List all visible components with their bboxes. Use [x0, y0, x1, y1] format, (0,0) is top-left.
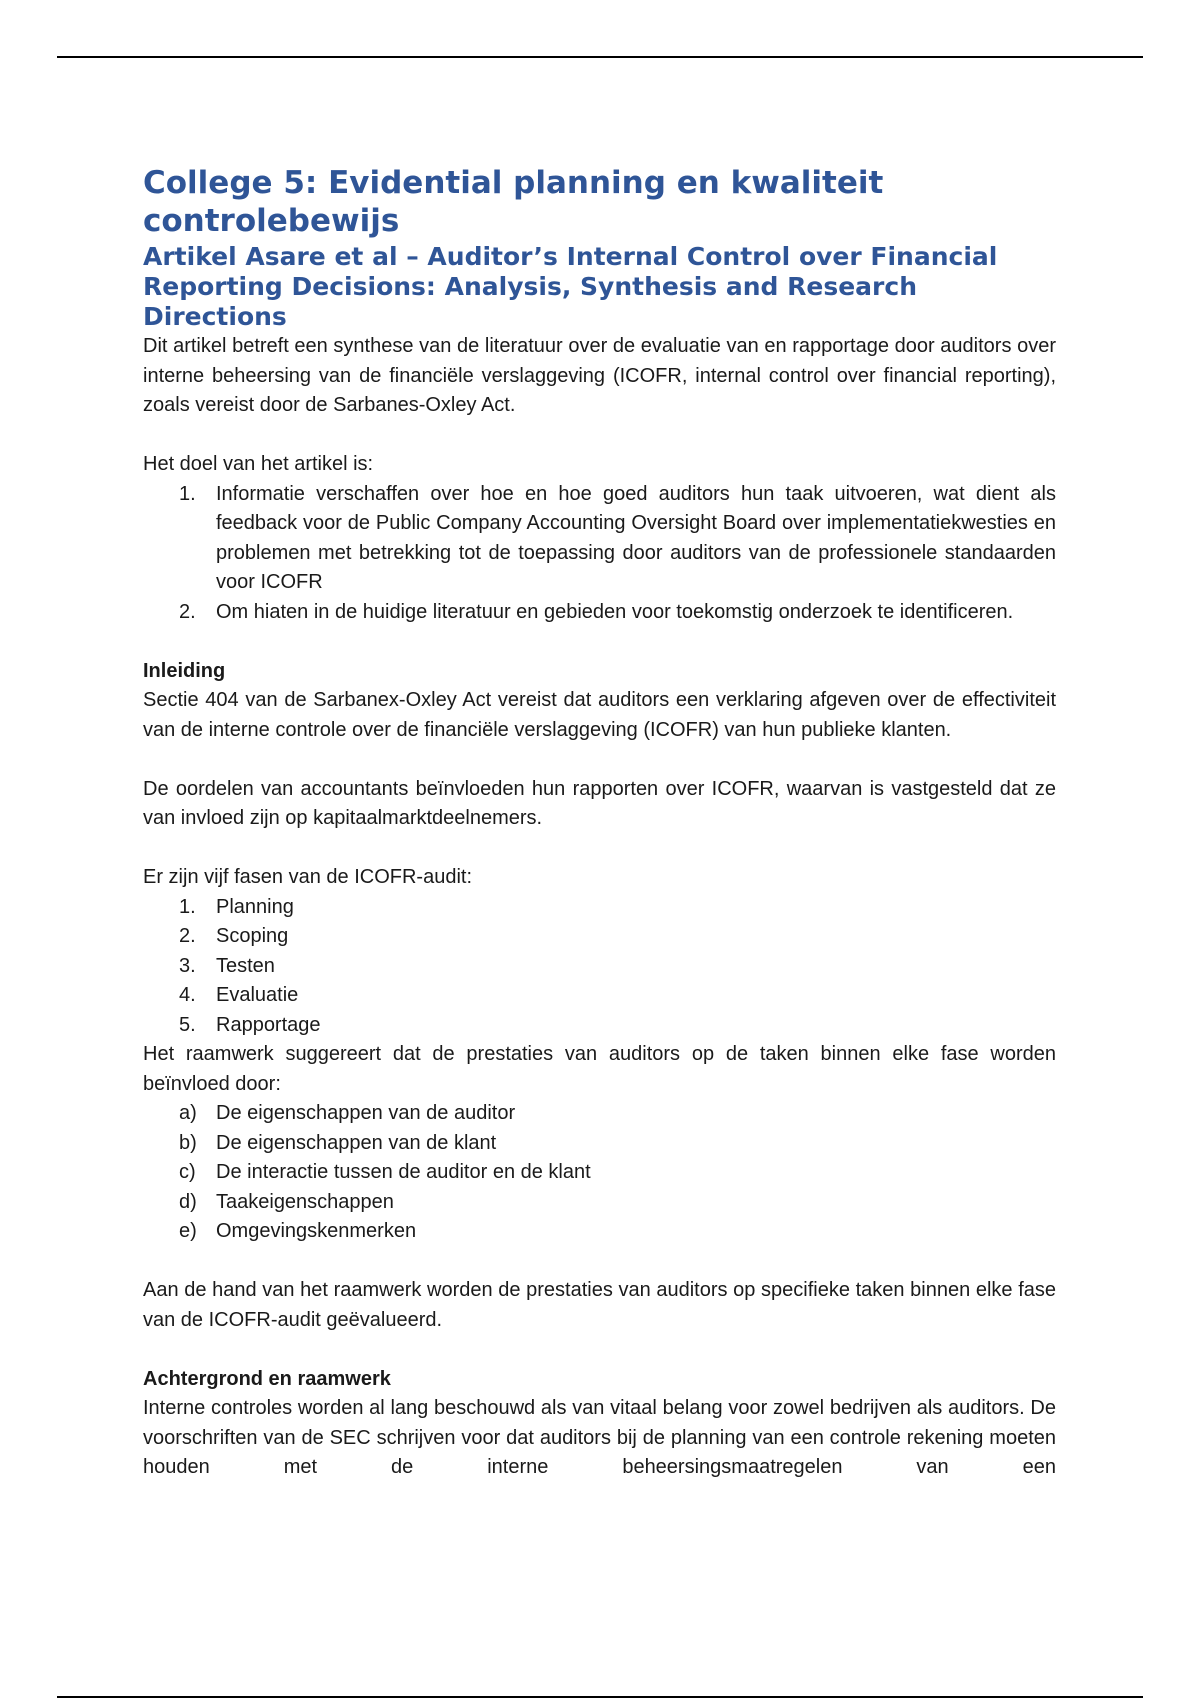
goals-list [143, 480, 1056, 628]
list-item: a) De eigenschappen van de auditor [179, 1102, 516, 1124]
list-item: e) Omgevingskenmerken [179, 1220, 417, 1242]
intro-paragraph: Dit artikel betreft een synthese van de literatuur over de evaluatie van en rapportage door auditors over interne beheersing van de financiële verslaggeving (ICOFR, internal control over financial reporting), zoals vereist door de Sarbanes-Oxley Act. [143, 335, 1056, 416]
document-title: College 5: Evidential planning en kwaliteit controlebewijs [143, 165, 884, 239]
section-heading-achtergrond: Achtergrond en raamwerk [143, 1367, 391, 1390]
goal-intro: Het doel van het artikel is: [143, 453, 374, 475]
inleiding-paragraph-1: Sectie 404 van de Sarbanex-Oxley Act vereist dat auditors een verklaring afgeven over de effectiviteit van de interne controle over de financiële verslaggeving (ICOFR) van hun publieke klanten. [143, 689, 1056, 741]
framework-intro: Het raamwerk suggereert dat de prestaties van auditors op de taken binnen elke fase worden beïnvloed door: [143, 1043, 1056, 1095]
document-page [143, 164, 1056, 1483]
list-item: b) De eigenschappen van de klant [179, 1131, 497, 1154]
list-item: 1. Informatie verschaffen over hoe en hoe goed auditors hun taak uitvoeren, wat dient als feedback voor de Public Company Accounting Oversight Board over implementatiekwesties en problemen met betrekking tot de toepassing door auditors van de professionele standaarden voor ICOFR [179, 482, 1056, 593]
factors-list [143, 1099, 1056, 1247]
list-item: 3. Testen [179, 954, 275, 977]
list-item: 4. Evaluatie [179, 984, 299, 1006]
spacer [143, 421, 1056, 451]
spacer [143, 1247, 1056, 1277]
phases-intro: Er zijn vijf fasen van de ICOFR-audit: [143, 866, 473, 888]
spacer [143, 1335, 1056, 1365]
achtergrond-paragraph-1: Interne controles worden al lang beschouwd als van vitaal belang voor zowel bedrijven als auditors. De voorschriften van de SEC schrijven voor dat auditors bij de planning van een controle rekening moeten houden met de interne beheersingsmaatregelen van een [143, 1397, 1056, 1478]
framework-conclusion: Aan de hand van het raamwerk worden de prestaties van auditors op specifieke taken binnen elke fase van de ICOFR-audit geëvalueerd. [143, 1279, 1056, 1331]
list-item: 2. Om hiaten in de huidige literatuur en gebieden voor toekomstig onderzoek te identificeren. [179, 600, 1014, 623]
list-item: c) De interactie tussen de auditor en de klant [179, 1161, 591, 1183]
spacer [143, 745, 1056, 775]
inleiding-paragraph-2: De oordelen van accountants beïnvloeden hun rapporten over ICOFR, waarvan is vastgesteld dat ze van invloed zijn op kapitaalmarktdeelnemers. [143, 777, 1056, 829]
footer-rule [57, 1696, 1143, 1698]
header-rule [57, 56, 1143, 58]
phases-list [143, 893, 1056, 1041]
document-subtitle: Artikel Asare et al – Auditor’s Internal Control over Financial Reporting Decisions: Analysis, Synthesis and Research Directions [143, 242, 998, 331]
list-item: 5. Rapportage [179, 1013, 321, 1036]
list-item: d) Taakeigenschappen [179, 1190, 394, 1213]
list-item: 2. Scoping [179, 925, 289, 947]
list-item: 1. Planning [179, 895, 294, 918]
spacer [143, 834, 1056, 864]
spacer [143, 627, 1056, 657]
section-heading-inleiding: Inleiding [143, 659, 226, 682]
